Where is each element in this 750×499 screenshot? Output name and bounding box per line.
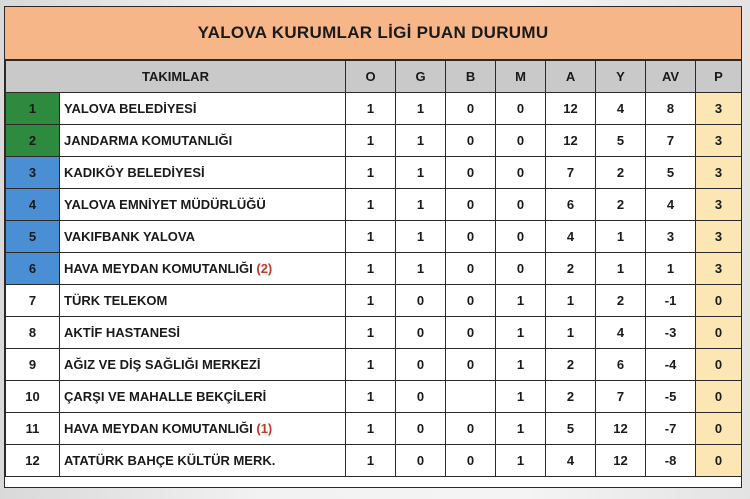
lost-cell: 1 xyxy=(496,413,546,445)
won-cell: 0 xyxy=(396,381,446,413)
goal-diff-cell: -4 xyxy=(646,349,696,381)
goals-for-cell: 12 xyxy=(546,125,596,157)
goal-diff-cell: 4 xyxy=(646,189,696,221)
played-cell: 1 xyxy=(346,445,396,477)
team-name: ATATÜRK BAHÇE KÜLTÜR MERK. xyxy=(64,453,276,468)
goals-for-cell: 2 xyxy=(546,349,596,381)
team-name: HAVA MEYDAN KOMUTANLIĞI xyxy=(64,421,253,436)
header-drawn: B xyxy=(446,61,496,93)
goals-for-cell: 1 xyxy=(546,317,596,349)
team-cell xyxy=(60,189,346,221)
team-cell xyxy=(60,221,346,253)
table-row xyxy=(6,349,742,381)
rank-cell: 1 xyxy=(6,93,60,125)
team-note: (2) xyxy=(256,261,273,276)
header-lost: M xyxy=(496,61,546,93)
won-cell: 0 xyxy=(396,349,446,381)
won-cell: 0 xyxy=(396,285,446,317)
rank-cell: 8 xyxy=(6,317,60,349)
goals-against-cell: 4 xyxy=(596,93,646,125)
rank-cell: 6 xyxy=(6,253,60,285)
won-cell: 1 xyxy=(396,157,446,189)
drawn-cell: 0 xyxy=(446,413,496,445)
team-cell xyxy=(60,253,346,285)
goal-diff-cell: 7 xyxy=(646,125,696,157)
goals-against-cell: 2 xyxy=(596,189,646,221)
played-cell: 1 xyxy=(346,381,396,413)
goals-against-cell: 6 xyxy=(596,349,646,381)
played-cell: 1 xyxy=(346,189,396,221)
rank-cell: 12 xyxy=(6,445,60,477)
table-row xyxy=(6,445,742,477)
drawn-cell xyxy=(446,381,496,413)
lost-cell: 0 xyxy=(496,93,546,125)
goal-diff-cell: 5 xyxy=(646,157,696,189)
team-name: AĞIZ VE DİŞ SAĞLIĞI MERKEZİ xyxy=(64,357,261,372)
rank-cell: 7 xyxy=(6,285,60,317)
played-cell: 1 xyxy=(346,125,396,157)
goals-against-cell: 12 xyxy=(596,445,646,477)
played-cell: 1 xyxy=(346,157,396,189)
points-cell: 3 xyxy=(696,125,742,157)
goals-for-cell: 7 xyxy=(546,157,596,189)
team-cell xyxy=(60,445,346,477)
header-row xyxy=(6,61,742,93)
drawn-cell: 0 xyxy=(446,285,496,317)
drawn-cell: 0 xyxy=(446,317,496,349)
lost-cell: 0 xyxy=(496,253,546,285)
header-goals-against: Y xyxy=(596,61,646,93)
won-cell: 1 xyxy=(396,189,446,221)
table-row xyxy=(6,125,742,157)
team-cell xyxy=(60,285,346,317)
team-name: YALOVA BELEDİYESİ xyxy=(64,101,197,116)
team-cell xyxy=(60,157,346,189)
league-title: YALOVA KURUMLAR LİGİ PUAN DURUMU xyxy=(5,7,741,60)
goal-diff-cell: -5 xyxy=(646,381,696,413)
lost-cell: 1 xyxy=(496,285,546,317)
won-cell: 0 xyxy=(396,445,446,477)
header-won: G xyxy=(396,61,446,93)
goals-against-cell: 7 xyxy=(596,381,646,413)
table-row xyxy=(6,253,742,285)
drawn-cell: 0 xyxy=(446,253,496,285)
team-cell xyxy=(60,125,346,157)
points-cell: 0 xyxy=(696,349,742,381)
rank-cell: 3 xyxy=(6,157,60,189)
rank-cell: 5 xyxy=(6,221,60,253)
goals-for-cell: 12 xyxy=(546,93,596,125)
lost-cell: 1 xyxy=(496,349,546,381)
standings-table xyxy=(5,60,742,477)
team-name: AKTİF HASTANESİ xyxy=(64,325,181,340)
team-note: (1) xyxy=(256,421,273,436)
goals-against-cell: 1 xyxy=(596,221,646,253)
table-row xyxy=(6,221,742,253)
table-row xyxy=(6,413,742,445)
standings-board xyxy=(4,6,742,488)
goals-for-cell: 2 xyxy=(546,253,596,285)
goals-against-cell: 5 xyxy=(596,125,646,157)
goal-diff-cell: 3 xyxy=(646,221,696,253)
header-teams: TAKIMLAR xyxy=(6,61,346,93)
played-cell: 1 xyxy=(346,285,396,317)
team-name: HAVA MEYDAN KOMUTANLIĞI xyxy=(64,261,253,276)
rank-cell: 11 xyxy=(6,413,60,445)
drawn-cell: 0 xyxy=(446,349,496,381)
table-row xyxy=(6,381,742,413)
lost-cell: 0 xyxy=(496,189,546,221)
team-name: VAKIFBANK YALOVA xyxy=(64,229,195,244)
won-cell: 0 xyxy=(396,317,446,349)
goals-against-cell: 4 xyxy=(596,317,646,349)
team-cell xyxy=(60,413,346,445)
goals-against-cell: 2 xyxy=(596,285,646,317)
won-cell: 1 xyxy=(396,221,446,253)
table-row xyxy=(6,157,742,189)
header-goals-for: A xyxy=(546,61,596,93)
played-cell: 1 xyxy=(346,93,396,125)
played-cell: 1 xyxy=(346,253,396,285)
rank-cell: 9 xyxy=(6,349,60,381)
goal-diff-cell: 8 xyxy=(646,93,696,125)
table-row xyxy=(6,317,742,349)
goal-diff-cell: -3 xyxy=(646,317,696,349)
won-cell: 1 xyxy=(396,125,446,157)
goals-for-cell: 6 xyxy=(546,189,596,221)
team-cell xyxy=(60,349,346,381)
drawn-cell: 0 xyxy=(446,221,496,253)
goals-against-cell: 2 xyxy=(596,157,646,189)
table-row xyxy=(6,189,742,221)
goal-diff-cell: -8 xyxy=(646,445,696,477)
team-cell xyxy=(60,93,346,125)
won-cell: 1 xyxy=(396,93,446,125)
header-goal-diff: AV xyxy=(646,61,696,93)
goals-against-cell: 1 xyxy=(596,253,646,285)
rank-cell: 2 xyxy=(6,125,60,157)
goal-diff-cell: 1 xyxy=(646,253,696,285)
points-cell: 3 xyxy=(696,253,742,285)
points-cell: 3 xyxy=(696,157,742,189)
header-points: P xyxy=(696,61,742,93)
points-cell: 3 xyxy=(696,93,742,125)
table-row xyxy=(6,285,742,317)
goal-diff-cell: -7 xyxy=(646,413,696,445)
table-row xyxy=(6,93,742,125)
team-cell xyxy=(60,381,346,413)
points-cell: 0 xyxy=(696,413,742,445)
team-name: ÇARŞI VE MAHALLE BEKÇİLERİ xyxy=(64,389,267,404)
header-played: O xyxy=(346,61,396,93)
goal-diff-cell: -1 xyxy=(646,285,696,317)
drawn-cell: 0 xyxy=(446,189,496,221)
team-name: JANDARMA KOMUTANLIĞI xyxy=(64,133,233,148)
drawn-cell: 0 xyxy=(446,93,496,125)
lost-cell: 0 xyxy=(496,157,546,189)
played-cell: 1 xyxy=(346,221,396,253)
lost-cell: 1 xyxy=(496,317,546,349)
points-cell: 0 xyxy=(696,317,742,349)
won-cell: 0 xyxy=(396,413,446,445)
goals-for-cell: 5 xyxy=(546,413,596,445)
team-name: KADIKÖY BELEDİYESİ xyxy=(64,165,205,180)
rank-cell: 4 xyxy=(6,189,60,221)
won-cell: 1 xyxy=(396,253,446,285)
played-cell: 1 xyxy=(346,349,396,381)
points-cell: 3 xyxy=(696,189,742,221)
drawn-cell: 0 xyxy=(446,157,496,189)
goals-against-cell: 12 xyxy=(596,413,646,445)
team-cell xyxy=(60,317,346,349)
points-cell: 0 xyxy=(696,381,742,413)
drawn-cell: 0 xyxy=(446,445,496,477)
goals-for-cell: 4 xyxy=(546,445,596,477)
goals-for-cell: 4 xyxy=(546,221,596,253)
team-name: YALOVA EMNİYET MÜDÜRLÜĞÜ xyxy=(64,197,266,212)
played-cell: 1 xyxy=(346,413,396,445)
points-cell: 3 xyxy=(696,221,742,253)
lost-cell: 1 xyxy=(496,381,546,413)
played-cell: 1 xyxy=(346,317,396,349)
team-name: TÜRK TELEKOM xyxy=(64,293,168,308)
lost-cell: 0 xyxy=(496,221,546,253)
drawn-cell: 0 xyxy=(446,125,496,157)
points-cell: 0 xyxy=(696,285,742,317)
lost-cell: 0 xyxy=(496,125,546,157)
goals-for-cell: 2 xyxy=(546,381,596,413)
lost-cell: 1 xyxy=(496,445,546,477)
points-cell: 0 xyxy=(696,445,742,477)
rank-cell: 10 xyxy=(6,381,60,413)
goals-for-cell: 1 xyxy=(546,285,596,317)
